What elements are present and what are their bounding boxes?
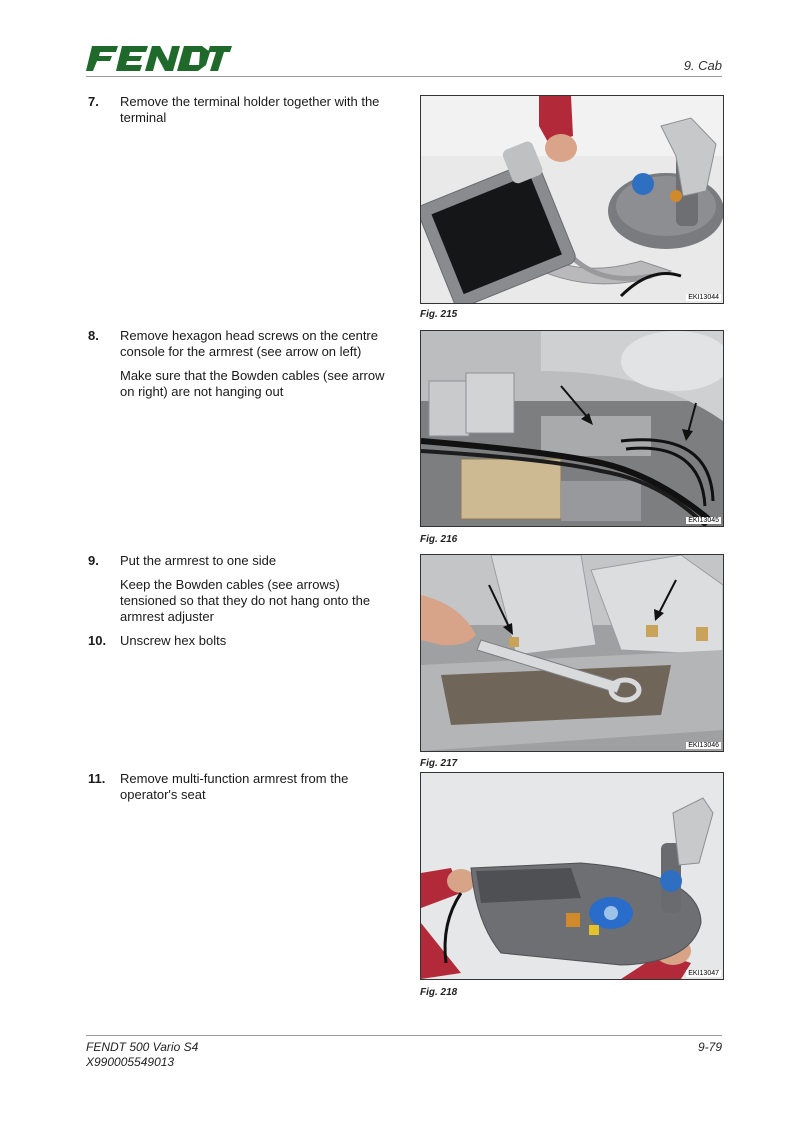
step-number: 11. (88, 771, 106, 786)
step-note: Keep the Bowden cables (see arrows) tensioned so that they do not hang onto the armrest adjuster (120, 577, 371, 624)
step-10 (88, 633, 388, 649)
step-11 (88, 771, 388, 803)
step-text: Unscrew hex bolts (120, 633, 227, 648)
step-number: 9. (88, 553, 99, 568)
footer-divider (86, 1035, 722, 1036)
figure-216-photo (420, 330, 724, 527)
step-7 (88, 94, 388, 126)
step-number: 8. (88, 328, 99, 343)
figure-caption: Fig. 215 (420, 309, 458, 320)
step-number: 10. (88, 633, 107, 648)
footer-info (86, 1040, 198, 1070)
figure-218-photo (420, 772, 724, 980)
fendt-logo (86, 44, 232, 72)
figure-code: EKI13047 (688, 970, 719, 977)
step-text: Remove the terminal holder together with the terminal (120, 94, 380, 125)
figure-caption: Fig. 218 (420, 987, 458, 998)
figure-caption: Fig. 216 (420, 534, 458, 545)
figure-215-photo (420, 95, 724, 304)
section-title: 9. Cab (683, 58, 722, 73)
figure-caption: Fig. 217 (420, 758, 458, 769)
figure-217-photo (420, 554, 724, 752)
step-text: Put the armrest to one side (120, 553, 277, 568)
page-number: 9-79 (697, 1040, 722, 1054)
step-number: 7. (88, 94, 99, 109)
step-text: Remove multi-function armrest from the operator's seat (120, 771, 349, 802)
step-text: Remove hexagon head screws on the centre console for the armrest (see arrow on left) (120, 328, 378, 359)
footer-model: FENDT 500 Vario S4 (86, 1040, 199, 1054)
step-9 (88, 553, 388, 625)
step-8 (88, 328, 388, 400)
step-note: Make sure that the Bowden cables (see arrow on right) are not hanging out (120, 368, 385, 399)
figure-code: EKI13044 (688, 294, 719, 301)
figure-code: EKI13045 (688, 517, 719, 524)
footer-doc-number: X990005549013 (86, 1055, 175, 1069)
header-divider (86, 76, 722, 77)
figure-code: EKI13046 (688, 742, 719, 749)
